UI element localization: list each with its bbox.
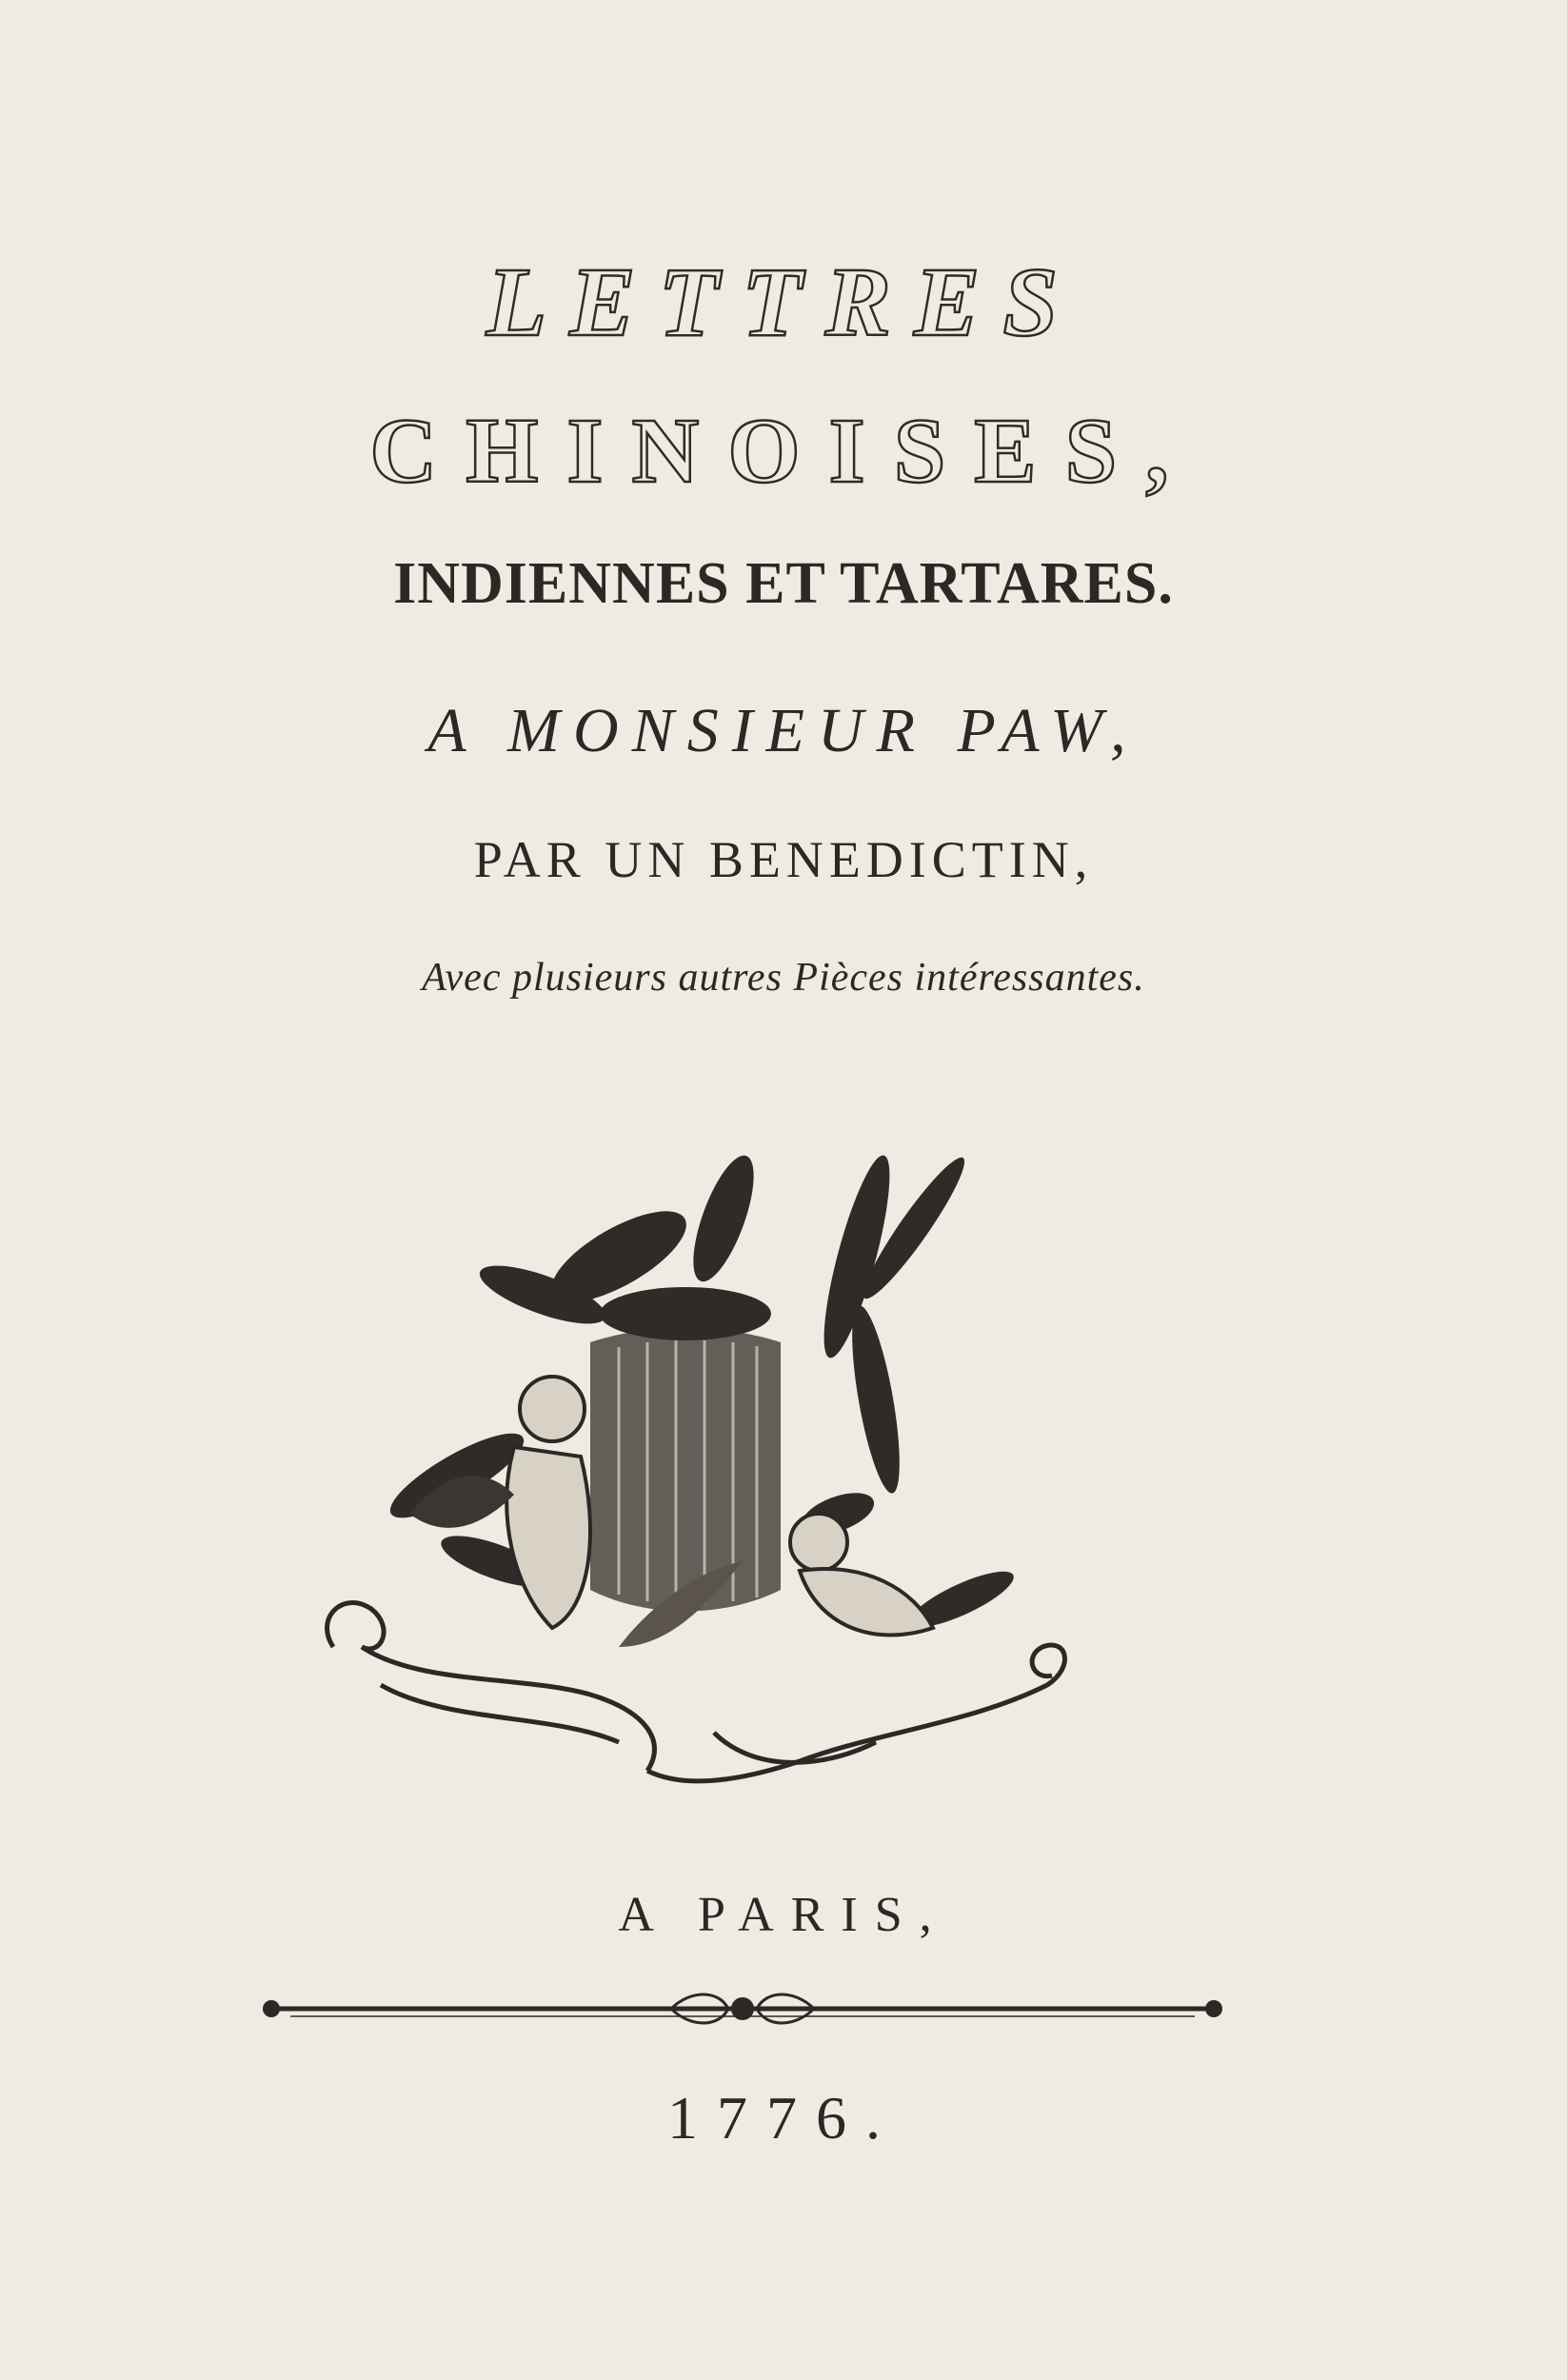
title-line-lettres: LETTRES — [486, 248, 1081, 357]
author-line: PAR UN BENEDICTIN, — [473, 831, 1094, 888]
imprint-place: A PARIS, — [618, 1888, 949, 1942]
scroll-ornament — [327, 1603, 1065, 1781]
dedication-line: A MONSIEUR PAW, — [427, 696, 1140, 765]
engraved-vignette — [305, 1114, 1104, 1799]
urn-column — [590, 1328, 781, 1612]
ornament-rule — [252, 1980, 1233, 2037]
additional-pieces-line: Avec plusieurs autres Pièces intéressantes. — [422, 956, 1145, 1000]
subtitle-line: INDIENNES ET TARTARES. — [393, 551, 1174, 616]
title-line-chinoises: CHINOISES, — [369, 400, 1198, 503]
imprint-year: 1776. — [667, 2084, 900, 2152]
